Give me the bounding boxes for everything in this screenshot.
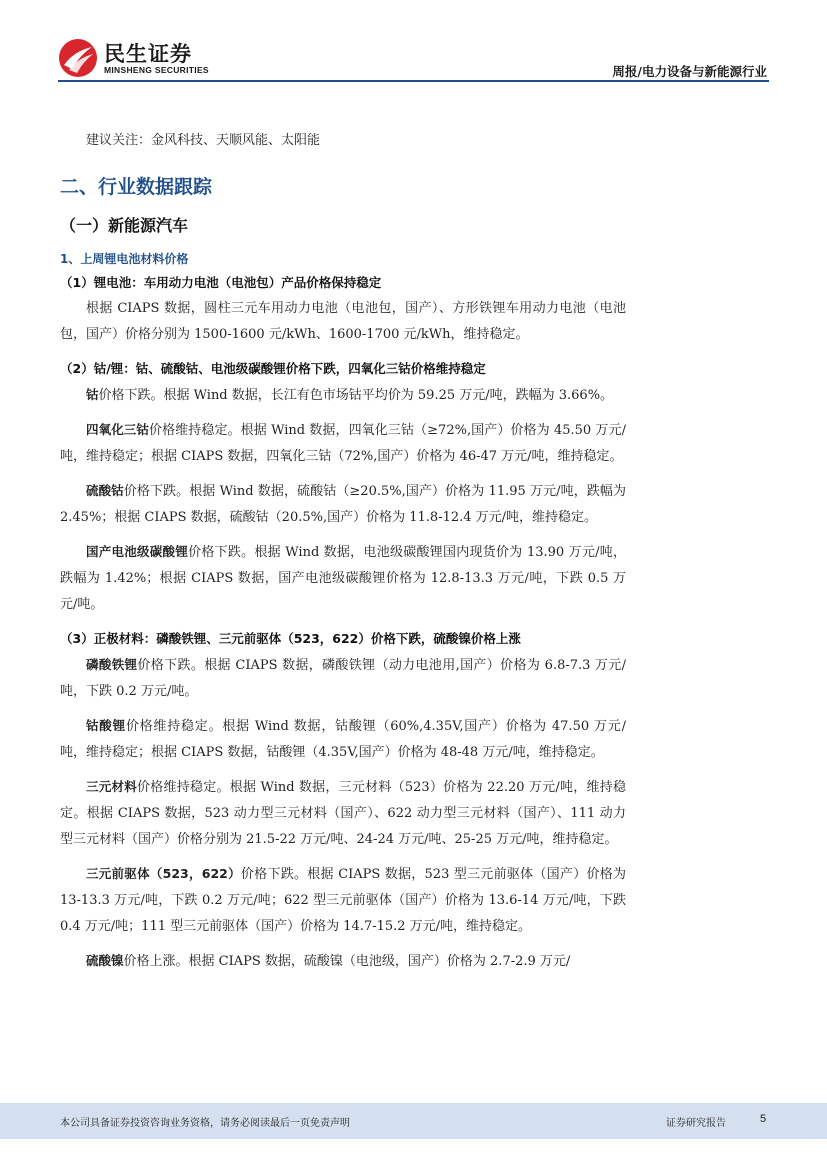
minsheng-logo-icon — [58, 38, 98, 78]
cathode-heading: （3）正极材料：磷酸铁锂、三元前驱体（523，622）价格下跌，硫酸镍价格上涨 — [60, 631, 521, 646]
paragraph-text: 价格上涨。根据 CIAPS 数据，硫酸镍（电池级，国产）价格为 2.7-2.9 万元/ — [123, 954, 571, 969]
battery-heading: （1）锂电池：车用动力电池（电池包）产品价格保持稳定 — [60, 275, 382, 290]
keyword: 四氧化三钴 — [86, 422, 149, 437]
topic-title: 1、上周锂电池材料价格 — [60, 252, 189, 266]
lco-paragraph — [60, 713, 626, 766]
cobalt-lithium-heading: （2）钴/锂：钴、硫酸钴、电池级碳酸锂价格下跌，四氧化三钴价格维持稳定 — [60, 361, 486, 376]
paragraph-text: 价格下跌。根据 CIAPS 数据，磷酸铁锂（动力电池用,国产）价格为 6.8-7.3 万元/吨，下跌 0.2 万元/吨。 — [60, 658, 626, 699]
keyword: 硫酸镍 — [86, 953, 124, 968]
paragraph-text: 价格下跌。根据 Wind 数据，电池级碳酸锂国内现货价为 13.90 万元/吨，跌幅为 1.42%；根据 CIAPS 数据，国产电池级碳酸锂价格为 12.8-13.3 万元/吨，下跌 0.5 万元/吨。 — [60, 545, 626, 612]
footer-disclaimer: 本公司具备证券投资咨询业务资格，请务必阅读最后一页免责声明 — [60, 1118, 350, 1129]
paragraph-text: 价格维持稳定。根据 Wind 数据，四氧化三钴（≥72%,国产）价格为 45.50 万元/吨，维持稳定；根据 CIAPS 数据，四氧化三钴（72%,国产）价格为 46-47 万元/吨，维持稳定。 — [60, 423, 626, 464]
lfp-paragraph — [60, 652, 626, 705]
keyword: 三元材料 — [86, 779, 137, 794]
report-title: 周报/电力设备与新能源行业 — [612, 64, 767, 79]
nickel-sulfate-paragraph — [60, 948, 626, 975]
footer-report-type: 证券研究报告 — [666, 1118, 726, 1129]
keyword: 三元前驱体（523，622） — [86, 866, 241, 881]
page-body — [60, 128, 626, 975]
keyword: 钴酸锂 — [86, 718, 126, 733]
lithium-carbonate-paragraph — [60, 539, 626, 618]
battery-paragraph: 根据 CIAPS 数据，圆柱三元车用动力电池（电池包，国产）、方形铁锂车用动力电池（电池包，国产）价格分别为 1500-1600 元/kWh、1600-1700 元/kWh，维持稳定。 — [60, 301, 626, 342]
paragraph-text: 价格下跌。根据 Wind 数据，长江有色市场钴平均价为 59.25 万元/吨，跌幅为 3.66%。 — [98, 388, 614, 403]
page-header — [0, 0, 827, 82]
recommendation-text: 建议关注：金风科技、天顺风能、太阳能 — [86, 133, 321, 148]
ternary-material-paragraph — [60, 774, 626, 853]
paragraph-text: 价格下跌。根据 CIAPS 数据，523 型三元前驱体（国产）价格为 13-13.3 万元/吨，下跌 0.2 万元/吨；622 型三元前驱体（国产）价格为 13.6-14 万元/吨，下跌 0.4 万元/吨；111 型三元前驱体（国产）价格为 14.7-15.2 万元/吨，维持稳定。 — [60, 867, 627, 934]
page-footer — [0, 1103, 827, 1139]
brand-name-cn: 民生证券 — [104, 42, 192, 66]
subsection-title: （一）新能源汽车 — [60, 216, 189, 235]
keyword: 磷酸铁锂 — [86, 657, 138, 672]
page-number: 5 — [760, 1113, 767, 1125]
cobalt-sulfate-paragraph — [60, 478, 626, 531]
keyword: 钴 — [86, 387, 99, 402]
ternary-precursor-paragraph — [60, 861, 626, 940]
paragraph-text: 价格维持稳定。根据 Wind 数据，钴酸锂（60%,4.35V,国产）价格为 47.50 万元/吨，维持稳定；根据 CIAPS 数据，钴酸锂（4.35V,国产）价格为 48-48 万元/吨，维持稳定。 — [60, 719, 626, 760]
cobalt-paragraph — [60, 382, 626, 409]
header-divider — [58, 80, 769, 82]
keyword: 国产电池级碳酸锂 — [86, 544, 189, 559]
cobalt-oxide-paragraph — [60, 417, 626, 470]
paragraph-text: 价格维持稳定。根据 Wind 数据，三元材料（523）价格为 22.20 万元/吨，维持稳定。根据 CIAPS 数据，523 动力型三元材料（国产）、622 动力型三元材料（国产）、111 动力型三元材料（国产）价格分别为 21.5-22 万元/吨、24-24 万元/吨、25-25 万元/吨，维持稳定。 — [60, 780, 626, 847]
paragraph-text: 价格下跌。根据 Wind 数据，硫酸钴（≥20.5%,国产）价格为 11.95 万元/吨，跌幅为 2.45%；根据 CIAPS 数据，硫酸钴（20.5%,国产）价格为 11.8-12.4 万元/吨，维持稳定。 — [60, 484, 626, 525]
keyword: 硫酸钴 — [86, 483, 124, 498]
brand-name-en: MINSHENG SECURITIES — [104, 65, 209, 75]
section-title: 二、行业数据跟踪 — [60, 176, 213, 198]
